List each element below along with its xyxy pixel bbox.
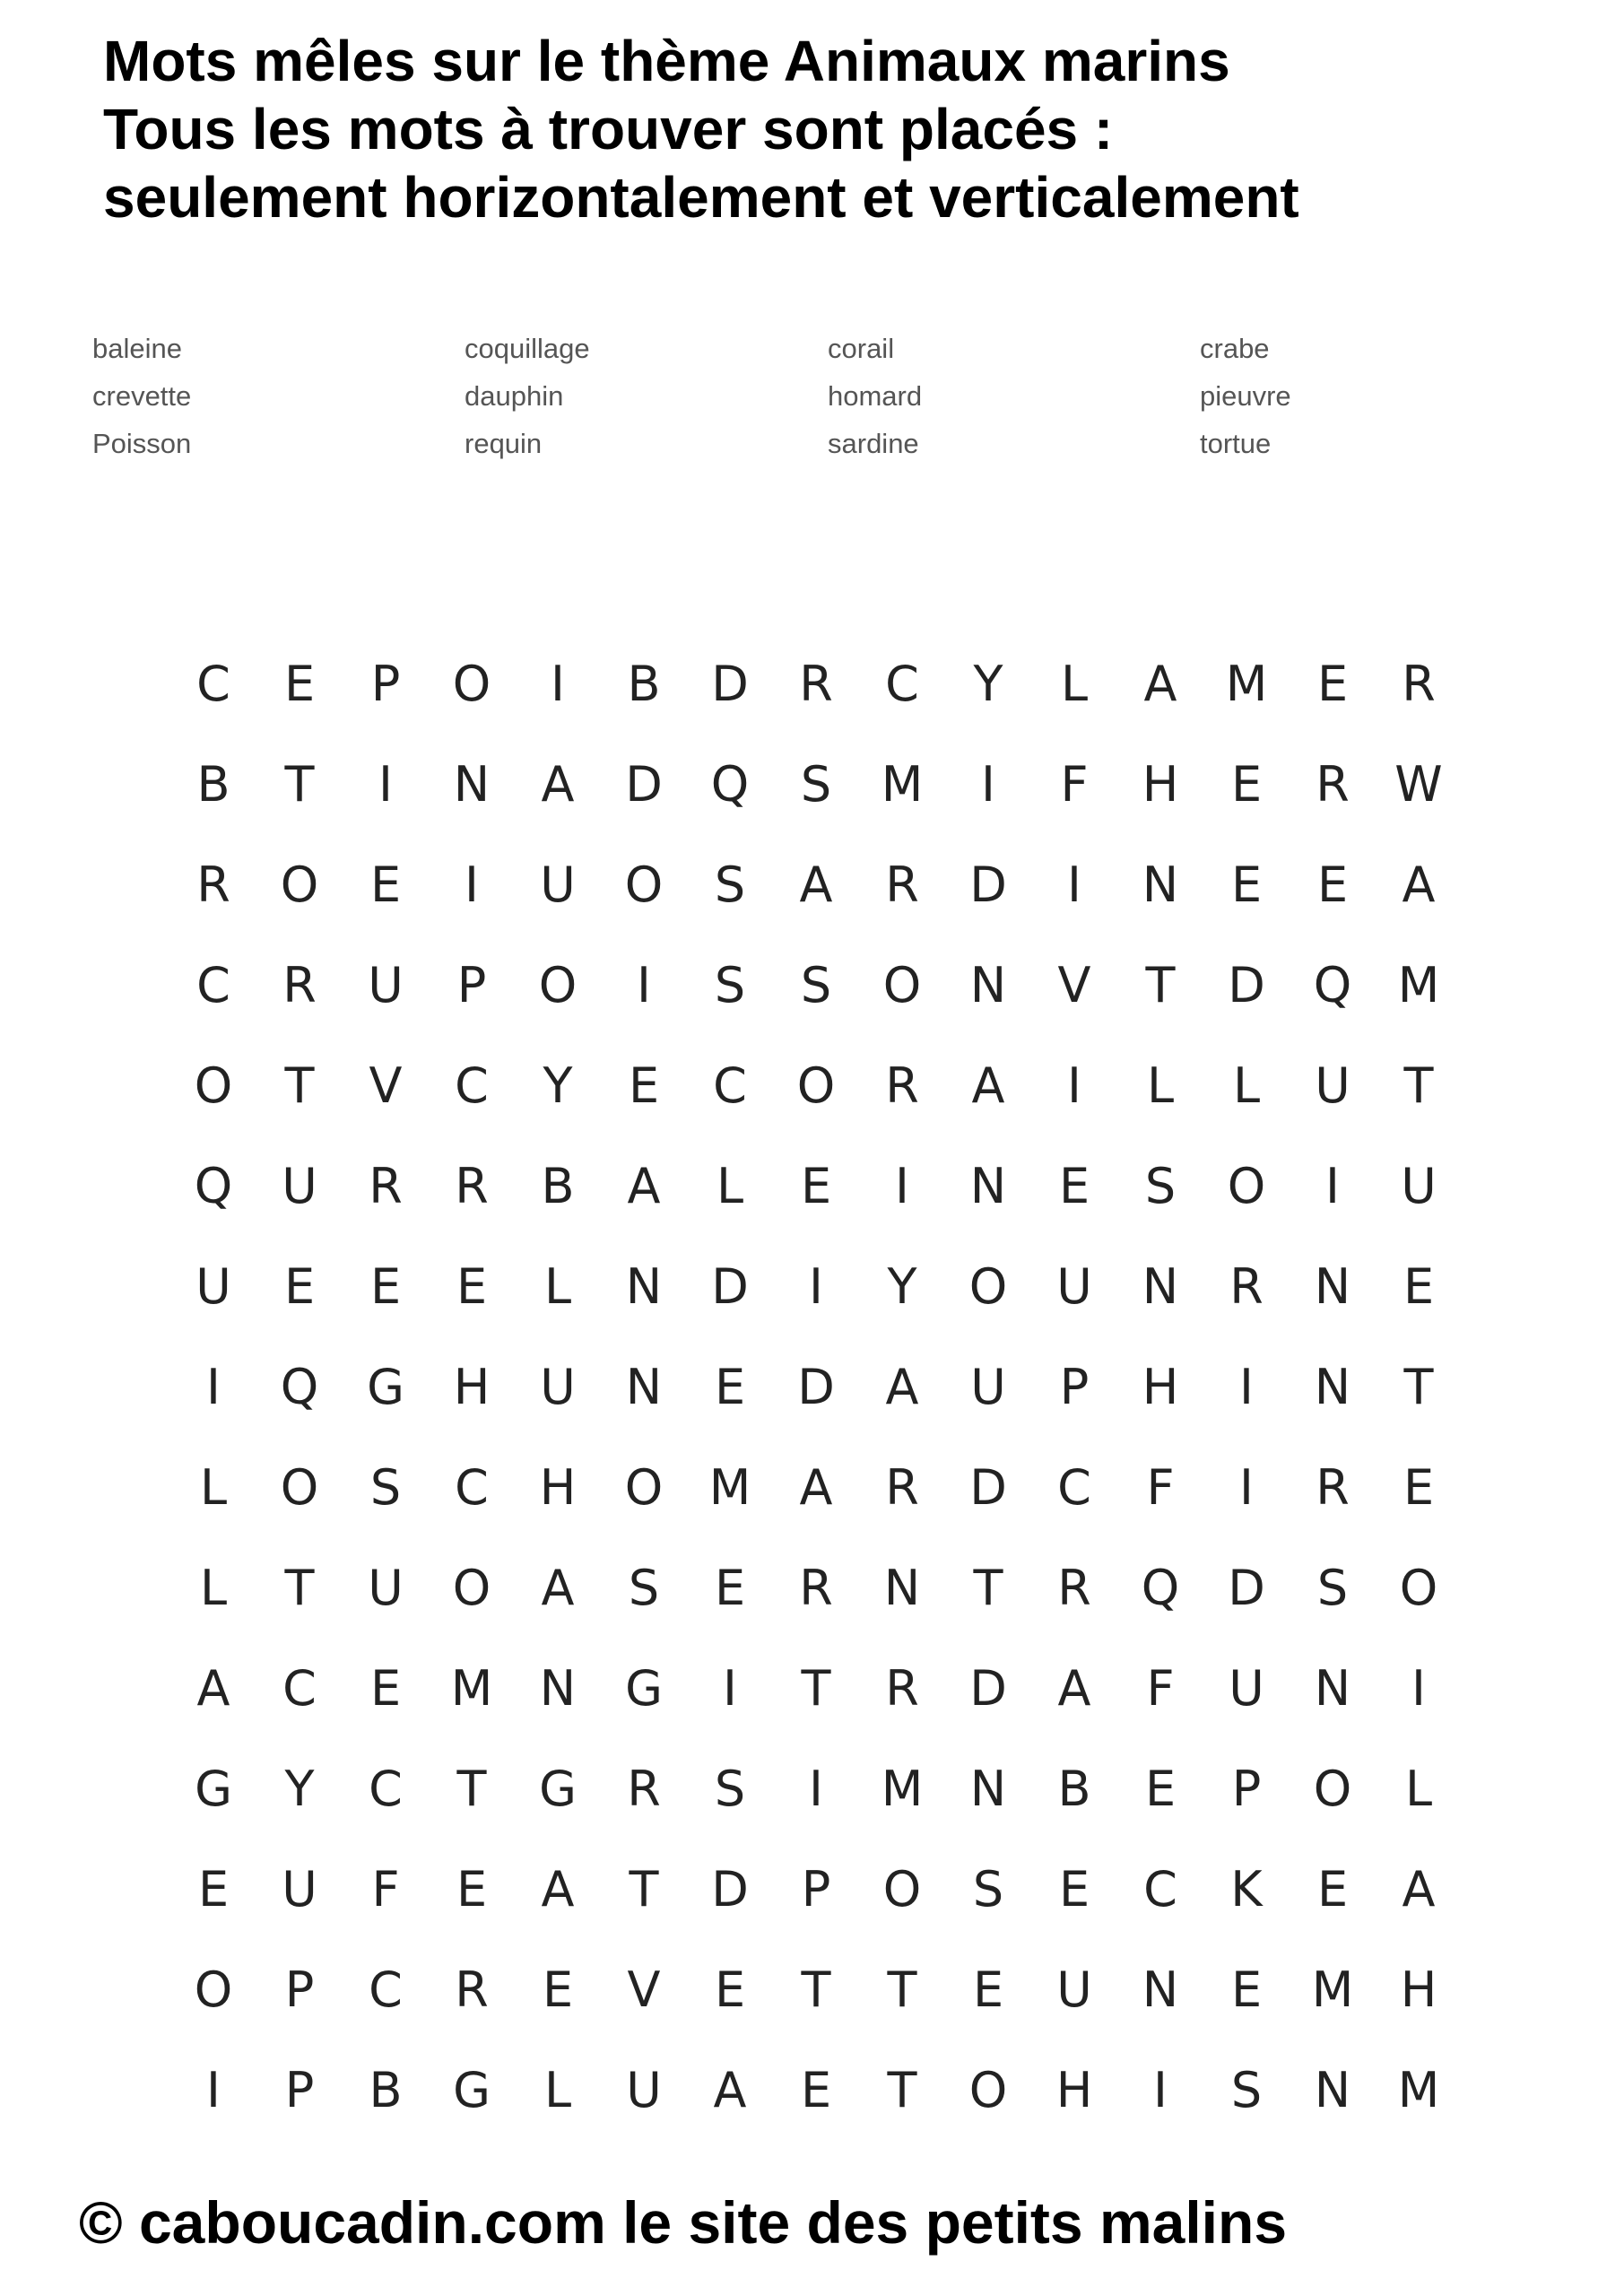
grid-letter: H xyxy=(1055,2061,1093,2118)
grid-letter: U xyxy=(368,1559,404,1616)
grid-letter: Y xyxy=(887,1257,917,1315)
page-title xyxy=(103,27,1556,231)
grid-letter: V xyxy=(627,1961,661,2018)
grid-letter: U xyxy=(282,1860,317,1918)
grid-letter: R xyxy=(196,856,230,913)
grid-letter: E xyxy=(714,1559,746,1616)
grid-letter: O xyxy=(624,1458,664,1516)
grid-letter: O xyxy=(1399,1559,1438,1616)
grid-letter: G xyxy=(367,1358,404,1415)
grid-letter: D xyxy=(711,1860,749,1918)
grid-letter: S xyxy=(714,856,746,913)
grid-letter: T xyxy=(973,1559,1003,1616)
grid-letter: N xyxy=(539,1659,577,1717)
grid-letter: B xyxy=(369,2061,403,2118)
grid-letter: S xyxy=(1144,1157,1177,1214)
grid-letter: R xyxy=(282,956,317,1013)
grid-letter: A xyxy=(799,1458,833,1516)
grid-letter: A xyxy=(196,1659,230,1717)
word-list-column-2 xyxy=(465,325,590,467)
grid-letter: Q xyxy=(1313,956,1352,1013)
grid-letter: M xyxy=(881,755,924,813)
grid-letter: E xyxy=(542,1961,574,2018)
grid-letter: A xyxy=(713,2061,747,2118)
grid-letter: K xyxy=(1230,1860,1263,1918)
grid-letter: A xyxy=(541,1860,575,1918)
grid-letter: C xyxy=(713,1057,747,1114)
grid-letter: M xyxy=(1397,956,1440,1013)
grid-letter: C xyxy=(282,1659,317,1717)
grid-letter: O xyxy=(280,1458,319,1516)
grid-letter: E xyxy=(1230,856,1263,913)
grid-letter: E xyxy=(369,856,402,913)
grid-letter: R xyxy=(1229,1257,1264,1315)
grid-letter: O xyxy=(538,956,578,1013)
grid-letter: R xyxy=(885,1458,919,1516)
grid-letter: I xyxy=(981,755,995,813)
grid-letter: G xyxy=(625,1659,663,1717)
word-list-column-1 xyxy=(92,325,191,467)
grid-letter: T xyxy=(456,1760,487,1817)
word-item: tortue xyxy=(1200,428,1272,459)
grid-letter: S xyxy=(800,755,832,813)
grid-letter: E xyxy=(369,1659,402,1717)
grid-letter: I xyxy=(809,1760,823,1817)
grid-letter: E xyxy=(1230,1961,1263,2018)
grid-letter: A xyxy=(541,755,575,813)
grid-letter: L xyxy=(1146,1057,1175,1114)
grid-letter: D xyxy=(625,755,663,813)
grid-letter: B xyxy=(1057,1760,1091,1817)
grid-letter: H xyxy=(539,1458,577,1516)
grid-letter: I xyxy=(1325,1157,1340,1214)
grid-letter: S xyxy=(714,956,746,1013)
grid-letter: N xyxy=(625,1358,663,1415)
grid-letter: E xyxy=(1403,1458,1435,1516)
grid-letter: B xyxy=(196,755,230,813)
grid-letter: S xyxy=(714,1760,746,1817)
grid-letter: O xyxy=(194,1961,233,2018)
grid-letter: Q xyxy=(710,755,750,813)
grid-letter: B xyxy=(627,655,661,712)
grid-letter: A xyxy=(627,1157,661,1214)
grid-letter: E xyxy=(972,1961,1004,2018)
grid-letter: M xyxy=(450,1659,493,1717)
grid-letter: C xyxy=(885,655,919,712)
grid-letter: A xyxy=(799,856,833,913)
grid-letter: N xyxy=(1314,1358,1351,1415)
grid-letter: T xyxy=(284,1057,315,1114)
grid-letter: S xyxy=(972,1860,1004,1918)
grid-letter: I xyxy=(465,856,479,913)
grid-letter: T xyxy=(629,1860,659,1918)
grid-letter: N xyxy=(883,1559,921,1616)
grid-letter: I xyxy=(551,655,565,712)
grid-letter: F xyxy=(371,1860,400,1918)
grid-letter: N xyxy=(1314,2061,1351,2118)
grid-letter: E xyxy=(197,1860,230,1918)
word-item: homard xyxy=(828,380,923,412)
grid-letter: A xyxy=(1402,856,1436,913)
word-list-column-3 xyxy=(828,325,922,467)
grid-letter: M xyxy=(881,1760,924,1817)
grid-letter: L xyxy=(543,1257,572,1315)
grid-letter: B xyxy=(541,1157,575,1214)
grid-letter: U xyxy=(970,1358,1006,1415)
grid-letter: O xyxy=(882,956,922,1013)
title-line-1: Mots mêles sur le thème Animaux marins xyxy=(103,29,1230,93)
grid-letter: S xyxy=(800,956,832,1013)
word-item: requin xyxy=(465,428,543,459)
word-item: crabe xyxy=(1200,333,1270,364)
grid-letter: U xyxy=(195,1257,231,1315)
grid-letter: O xyxy=(194,1057,233,1114)
grid-letter: E xyxy=(1144,1760,1177,1817)
grid-letter: Q xyxy=(280,1358,319,1415)
grid-letter: Y xyxy=(284,1760,315,1817)
grid-letter: I xyxy=(1067,1057,1081,1114)
grid-letter: E xyxy=(456,1257,488,1315)
grid-letter: C xyxy=(369,1760,403,1817)
grid-letter: N xyxy=(969,956,1007,1013)
grid-letter: R xyxy=(1057,1559,1091,1616)
grid-letter: R xyxy=(885,1659,919,1717)
grid-letter: P xyxy=(284,1961,315,2018)
grid-letter: D xyxy=(1228,1559,1265,1616)
grid-letter: E xyxy=(1230,755,1263,813)
grid-letter: A xyxy=(885,1358,919,1415)
grid-letter: C xyxy=(1143,1860,1177,1918)
grid-letter: E xyxy=(1316,655,1349,712)
grid-letter: C xyxy=(196,956,230,1013)
grid-letter: N xyxy=(969,1157,1007,1214)
grid-letter: I xyxy=(1067,856,1081,913)
grid-letter: D xyxy=(711,655,749,712)
grid-letter: R xyxy=(369,1157,403,1214)
word-item: Poisson xyxy=(92,428,192,459)
grid-letter: U xyxy=(368,956,404,1013)
grid-letter: I xyxy=(1153,2061,1168,2118)
grid-letter: O xyxy=(882,1860,922,1918)
grid-letter: C xyxy=(1057,1458,1091,1516)
word-item: dauphin xyxy=(465,380,564,412)
grid-letter: H xyxy=(1400,1961,1437,2018)
grid-letter: E xyxy=(456,1860,488,1918)
grid-letter: I xyxy=(723,1659,737,1717)
grid-letter: A xyxy=(971,1057,1005,1114)
grid-letter: I xyxy=(378,755,393,813)
grid-letter: R xyxy=(885,1057,919,1114)
grid-letter: H xyxy=(453,1358,491,1415)
grid-letter: Y xyxy=(543,1057,573,1114)
grid-letter: D xyxy=(711,1257,749,1315)
grid-letter: A xyxy=(541,1559,575,1616)
grid-letter: W xyxy=(1394,755,1443,813)
grid-letter: L xyxy=(1404,1760,1433,1817)
grid-letter: S xyxy=(1316,1559,1349,1616)
grid-letter: R xyxy=(885,856,919,913)
grid-letter: M xyxy=(1311,1961,1354,2018)
grid-letter: L xyxy=(1060,655,1089,712)
grid-letter: P xyxy=(1231,1760,1262,1817)
grid-letter: V xyxy=(369,1057,403,1114)
grid-letter: T xyxy=(1145,956,1176,1013)
grid-letter: E xyxy=(283,655,316,712)
grid-letter: E xyxy=(714,1358,746,1415)
title-line-2: Tous les mots à trouver sont placés : xyxy=(103,97,1114,161)
grid-letter: I xyxy=(809,1257,823,1315)
grid-letter: M xyxy=(1397,2061,1440,2118)
title-line-3: seulement horizontalement et verticalement xyxy=(103,165,1299,230)
grid-letter: D xyxy=(797,1358,835,1415)
grid-letter: O xyxy=(968,1257,1008,1315)
grid-letter: I xyxy=(637,956,651,1013)
grid-letter: V xyxy=(1057,956,1091,1013)
grid-letter: P xyxy=(1059,1358,1090,1415)
grid-letter: U xyxy=(282,1157,317,1214)
grid-letter: C xyxy=(369,1961,403,2018)
grid-letter: N xyxy=(453,755,491,813)
grid-letter: E xyxy=(1403,1257,1435,1315)
word-item: coquillage xyxy=(465,333,590,364)
grid-letter: H xyxy=(1142,1358,1179,1415)
grid-letter: A xyxy=(1143,655,1177,712)
grid-letter: E xyxy=(369,1257,402,1315)
grid-letter: C xyxy=(455,1458,489,1516)
grid-letter: F xyxy=(1146,1458,1175,1516)
grid-letter: N xyxy=(1142,856,1179,913)
grid-letter: P xyxy=(284,2061,315,2118)
grid-letter: O xyxy=(968,2061,1008,2118)
grid-letter: S xyxy=(1230,2061,1263,2118)
grid-letter: E xyxy=(628,1057,660,1114)
grid-letter: N xyxy=(1142,1257,1179,1315)
grid-letter: L xyxy=(716,1157,744,1214)
grid-letter: L xyxy=(199,1559,228,1616)
letter-grid xyxy=(170,633,1480,2140)
grid-letter: T xyxy=(801,1961,831,2018)
word-item: baleine xyxy=(92,333,182,364)
grid-letter: E xyxy=(1316,856,1349,913)
grid-letter: S xyxy=(369,1458,402,1516)
grid-letter: M xyxy=(1225,655,1268,712)
grid-letter: A xyxy=(1402,1860,1436,1918)
grid-letter: L xyxy=(199,1458,228,1516)
grid-letter: R xyxy=(1316,755,1350,813)
word-item: pieuvre xyxy=(1200,380,1291,412)
grid-letter: O xyxy=(796,1057,836,1114)
grid-letter: D xyxy=(969,856,1007,913)
word-list xyxy=(92,325,1527,477)
word-item: sardine xyxy=(828,428,919,459)
grid-letter: U xyxy=(626,2061,662,2118)
grid-letter: U xyxy=(540,856,576,913)
grid-letter: I xyxy=(1411,1659,1426,1717)
grid-letter: I xyxy=(1239,1358,1254,1415)
grid-letter: A xyxy=(1057,1659,1091,1717)
grid-letter: D xyxy=(969,1458,1007,1516)
grid-letter: O xyxy=(280,856,319,913)
grid-letter: T xyxy=(887,1961,917,2018)
grid-letter: U xyxy=(1401,1157,1437,1214)
grid-letter: T xyxy=(801,1659,831,1717)
grid-letter: F xyxy=(1060,755,1089,813)
grid-letter: U xyxy=(1229,1659,1264,1717)
grid-letter: E xyxy=(283,1257,316,1315)
grid-letter: O xyxy=(452,655,491,712)
grid-letter: T xyxy=(284,755,315,813)
grid-letter: U xyxy=(1315,1057,1350,1114)
copyright-footer: © caboucadin.com le site des petits malins xyxy=(79,2189,1288,2256)
grid-letter: T xyxy=(284,1559,315,1616)
grid-letter: R xyxy=(799,1559,833,1616)
grid-letter: E xyxy=(800,2061,832,2118)
grid-letter: N xyxy=(1314,1257,1351,1315)
grid-letter: O xyxy=(452,1559,491,1616)
grid-letter: E xyxy=(1058,1860,1090,1918)
grid-letter: E xyxy=(1316,1860,1349,1918)
word-list-column-4 xyxy=(1200,325,1291,467)
grid-letter: L xyxy=(543,2061,572,2118)
grid-letter: G xyxy=(453,2061,491,2118)
grid-letter: N xyxy=(625,1257,663,1315)
grid-letter: I xyxy=(1239,1458,1254,1516)
grid-letter: P xyxy=(801,1860,831,1918)
grid-letter: L xyxy=(1232,1057,1261,1114)
word-item: crevette xyxy=(92,380,192,412)
grid-letter: I xyxy=(895,1157,909,1214)
grid-letter: R xyxy=(455,1157,489,1214)
grid-letter: D xyxy=(1228,956,1265,1013)
grid-letter: E xyxy=(800,1157,832,1214)
grid-letter: R xyxy=(627,1760,661,1817)
grid-letter: Q xyxy=(1141,1559,1180,1616)
grid-letter: F xyxy=(1146,1659,1175,1717)
grid-letter: T xyxy=(887,2061,917,2118)
grid-letter: G xyxy=(195,1760,232,1817)
grid-letter: N xyxy=(1314,1659,1351,1717)
grid-letter: U xyxy=(540,1358,576,1415)
grid-letter: T xyxy=(1403,1057,1434,1114)
grid-letter: E xyxy=(714,1961,746,2018)
grid-letter: H xyxy=(1142,755,1179,813)
grid-letter: G xyxy=(539,1760,577,1817)
grid-letter: R xyxy=(1402,655,1436,712)
grid-letter: U xyxy=(1056,1257,1092,1315)
grid-letter: E xyxy=(1058,1157,1090,1214)
grid-letter: I xyxy=(206,1358,221,1415)
grid-letter: R xyxy=(799,655,833,712)
grid-letter: Y xyxy=(973,655,1003,712)
grid-letter: Q xyxy=(194,1157,233,1214)
grid-letter: O xyxy=(1227,1157,1266,1214)
grid-letter: M xyxy=(708,1458,751,1516)
grid-letter: C xyxy=(455,1057,489,1114)
grid-letter: P xyxy=(370,655,401,712)
grid-letter: S xyxy=(628,1559,660,1616)
grid-letter: T xyxy=(1403,1358,1434,1415)
grid-letter: R xyxy=(1316,1458,1350,1516)
grid-letter: U xyxy=(1056,1961,1092,2018)
word-item: corail xyxy=(828,333,895,364)
grid-letter: N xyxy=(1142,1961,1179,2018)
grid-letter: O xyxy=(1313,1760,1352,1817)
grid-letter: D xyxy=(969,1659,1007,1717)
grid-letter: I xyxy=(206,2061,221,2118)
grid-letter: N xyxy=(969,1760,1007,1817)
grid-letter: O xyxy=(624,856,664,913)
grid-letter: P xyxy=(456,956,487,1013)
grid-letter: C xyxy=(196,655,230,712)
grid-letter: R xyxy=(455,1961,489,2018)
